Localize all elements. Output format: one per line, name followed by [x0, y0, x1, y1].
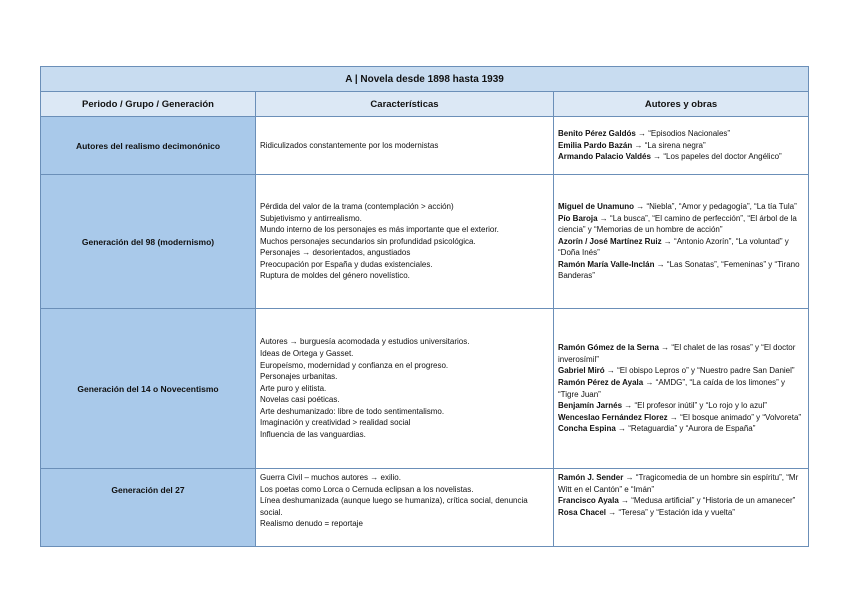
author-works: → “El chalet de las rosas” y “El doctor inverosímil” — [558, 343, 796, 364]
authors-cell — [554, 469, 809, 547]
author-name: Armando Palacio Valdés — [558, 152, 651, 162]
author-works: → “Las Sonatas”, “Femeninas” y “Tirano Banderas” — [558, 259, 800, 281]
author-works: → “Los papeles del doctor Angélico” — [650, 152, 782, 162]
author-name: Ramón Pérez de Ayala — [558, 377, 644, 387]
author-works: → “Medusa artificial” y “Historia de un amanecer” — [618, 496, 796, 506]
author-name: Emilia Pardo Bazán — [558, 140, 633, 150]
characteristic-line: Imaginación y creatividad > realidad social — [260, 418, 411, 428]
author-entry — [558, 128, 804, 140]
novel-table — [40, 66, 809, 547]
author-works: → “El bosque animado” y “Volvoreta” — [667, 412, 802, 422]
author-name: Benito Pérez Galdós — [558, 129, 636, 139]
period-cell: Generación del 98 (modernismo) — [41, 175, 256, 309]
author-entry — [558, 495, 804, 507]
author-name: Wenceslao Fernández Florez — [558, 412, 668, 422]
table-row — [41, 117, 809, 175]
period-cell: Autores del realismo decimonónico — [41, 117, 256, 175]
author-entry — [558, 259, 804, 282]
author-name: Rosa Chacel — [558, 507, 607, 517]
author-name: Pío Baroja — [558, 213, 598, 223]
characteristic-line: Ruptura de moldes del género novelístico. — [260, 271, 410, 281]
characteristic-line: Ridiculizados constantemente por los modernistas — [260, 140, 439, 150]
characteristic-line: Muchos personajes secundarios sin profundidad psicológica. — [260, 236, 476, 246]
characteristics-cell — [256, 117, 554, 175]
characteristic-line: Preocupación por España y dudas existenciales. — [260, 259, 433, 269]
header-authors: Autores y obras — [554, 92, 809, 117]
characteristic-line: Arte puro y elitista. — [260, 383, 327, 393]
characteristic-line: Pérdida del valor de la trama (contemplación > acción) — [260, 201, 454, 211]
author-name: Concha Espina — [558, 424, 616, 434]
author-name: Ramón Gómez de la Serna — [558, 343, 659, 353]
authors-cell — [554, 117, 809, 175]
author-works: → “Antonio Azorín”, “La voluntad” y “Doña Inés” — [558, 236, 789, 258]
author-entry — [558, 400, 804, 412]
author-entry — [558, 507, 804, 519]
period-cell: Generación del 14 o Novecentismo — [41, 309, 256, 469]
author-entry — [558, 140, 804, 152]
characteristic-line: Personajes → desorientados, angustiados — [260, 248, 411, 258]
table-title-row — [41, 67, 809, 92]
characteristic-line: Influencia de las vanguardias. — [260, 430, 366, 440]
author-name: Ramón María Valle-Inclán — [558, 259, 655, 269]
period-cell: Generación del 27 — [41, 469, 256, 547]
characteristic-line: Realismo denudo = reportaje — [260, 519, 363, 529]
author-entry — [558, 423, 804, 435]
characteristics-cell — [256, 309, 554, 469]
header-period: Periodo / Grupo / Generación — [41, 92, 256, 117]
author-entry — [558, 213, 804, 236]
characteristic-line: Los poetas como Lorca o Cernuda eclipsan a los novelistas. — [260, 484, 474, 494]
characteristic-line: Subjetivismo y antirrealismo. — [260, 213, 362, 223]
author-entry — [558, 412, 804, 424]
author-works: → “Retaguardia” y “Aurora de España” — [615, 424, 756, 434]
characteristic-line: Ideas de Ortega y Gasset. — [260, 348, 354, 358]
table-row — [41, 469, 809, 547]
table-header-row — [41, 92, 809, 117]
author-name: Benjamín Jarnés — [558, 401, 623, 411]
author-name: Ramón J. Sender — [558, 473, 624, 482]
author-entry — [558, 472, 804, 495]
authors-cell — [554, 309, 809, 469]
author-works: → “La busca”, “El camino de perfección”, “El árbol de la ciencia” y “Memorias de un hombre de acción” — [558, 213, 797, 235]
characteristic-line: Novelas casi poéticas. — [260, 395, 340, 405]
characteristic-line: Arte deshumanizado: libre de todo sentimentalismo. — [260, 406, 445, 416]
author-name: Azorín / José Martínez Ruiz — [558, 236, 662, 246]
characteristics-cell — [256, 175, 554, 309]
author-works: → “La sirena negra” — [632, 140, 706, 150]
author-name: Miguel de Unamuno — [558, 201, 634, 211]
author-entry — [558, 236, 804, 259]
table-title: A | Novela desde 1898 hasta 1939 — [41, 67, 809, 92]
characteristic-line: Guerra Civil – muchos autores → exilio. — [260, 473, 401, 482]
author-works: → “Niebla”, “Amor y pedagogía”, “La tía Tula” — [634, 201, 797, 211]
characteristic-line: Línea deshumanizada (aunque luego se humaniza), crítica social, denuncia social. — [260, 496, 528, 517]
authors-cell — [554, 175, 809, 309]
author-works: → “Tragicomedia de un hombre sin espíritu”, “Mr Witt en el Cantón” e “Imán” — [558, 473, 799, 494]
characteristics-cell — [256, 469, 554, 547]
author-entry — [558, 377, 804, 400]
author-works: → “El obispo Lepros o” y “Nuestro padre San Daniel” — [604, 366, 795, 376]
author-name: Gabriel Miró — [558, 366, 605, 376]
author-entry — [558, 365, 804, 377]
author-name: Francisco Ayala — [558, 496, 619, 506]
author-entry — [558, 201, 804, 213]
author-works: → “El profesor inútil” y “Lo rojo y lo azul” — [622, 401, 767, 411]
author-entry — [558, 342, 804, 365]
table-row — [41, 175, 809, 309]
author-works: → “Teresa” y “Estación ida y vuelta” — [606, 507, 735, 517]
characteristic-line: Personajes urbanitas. — [260, 372, 338, 382]
characteristic-line: Mundo interno de los personajes es más importante que el exterior. — [260, 225, 499, 235]
header-characteristics: Características — [256, 92, 554, 117]
author-works: → “Episodios Nacionales” — [635, 129, 731, 139]
author-works: → “AMDG”, “La caída de los limones” y “Tigre Juan” — [558, 377, 786, 399]
author-entry — [558, 151, 804, 163]
characteristic-line: Europeísmo, modernidad y confianza en el progreso. — [260, 360, 449, 370]
table-row — [41, 309, 809, 469]
characteristic-line: Autores → burguesía acomodada y estudios universitarios. — [260, 337, 470, 347]
